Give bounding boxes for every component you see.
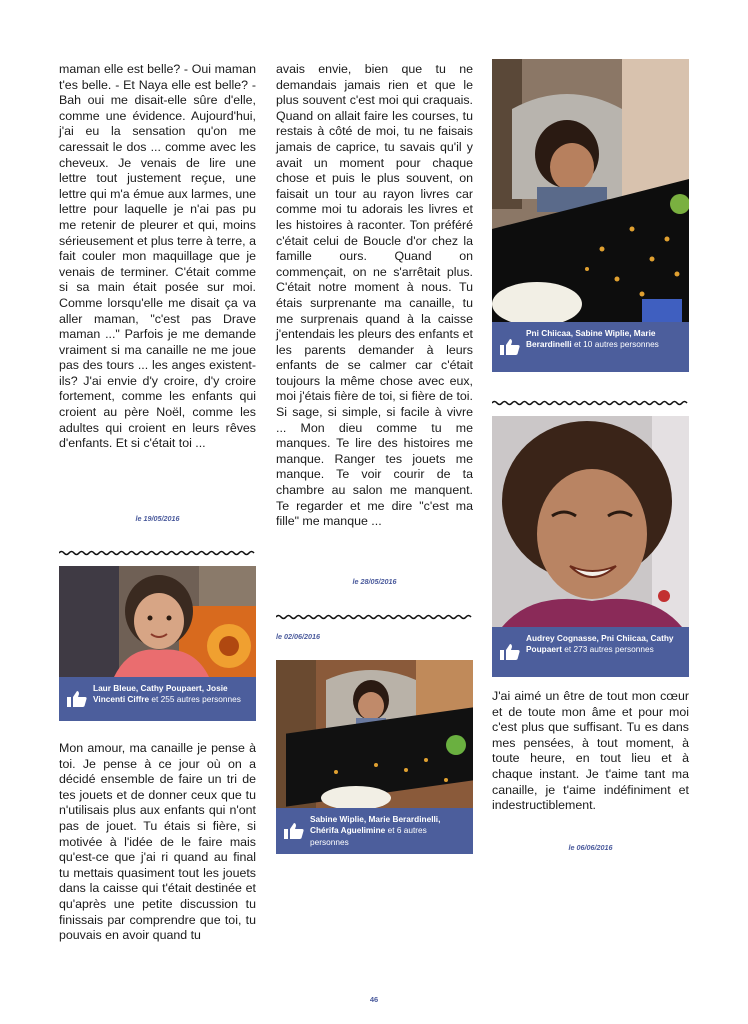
column-3-paragraph-1: J'ai aimé un être de tout mon cœur et de toute mon âme et pour moi c'est plus que suffisant. Tu es dans mes pensées, à tout moment, à toute heure, en tout lieu et à chaque instant. Je t'aime tant ma canaille, je t'aime indéfiniment et indestructiblement. xyxy=(492,689,689,813)
column-1-paragraph-2: Mon amour, ma canaille je pense à toi. Je pense à ce jour où on a décidé ensemble de faire un tri de tes jouets et de donner ceux que tu n'utilisais plus aux enfants qui n'ont pas de jouet. Tu étais si fière, si motivée à l'idée de le faire mais qu'est-ce que j'ai ri quand au final tu mettais quasiment tout les jouets dans la caisse qui t'était destinée et qu'après une petite discussion tu finissais par comprendre que toi, tu pouvais en avoir quand tu xyxy=(59,741,256,943)
photo-card-1 xyxy=(59,566,256,721)
column-2-paragraph-1: avais envie, bien que tu ne demandais jamais rien et que le plus souvent c'est moi qui craquais. Quand on allait faire les courses, tu restais à côté de moi, tu ne faisais jamais de caprice, tu savais qu'il y avait un moment pour chaque chose et puis le plus souvent, on faisait un tour au rayon livres car comme moi tu adorais les livres et les histoires à raconter. Ton préféré c'était celui de Boucle d'or chez la famille ours. Quand on commençait, on ne s'arrêtait plus. C'était notre moment à nous. Tu étais surprenante ma canaille, tu me surprenais quand à la caisse j'entendais les pleurs des enfants et les parents demander à leurs enfants de se calmer car c'était toujours la même chose avec eux, moi j'étais fière de toi, si fière de toi. Si sage, si simple, si facile à vivre ... Mon dieu comme tu me manques. Te lire des histoires me manque. Ranger tes jouets me manque. Te voir courir de ta chambre au salon me manquent. Te regarder et me dire "c'est ma fille" me manque ... xyxy=(276,62,473,529)
photo-card-2 xyxy=(276,660,473,854)
like-bar-2 xyxy=(276,808,473,854)
wave-divider xyxy=(492,399,689,407)
like-names: Laur Bleue, Cathy Poupaert, Josie Vincenti Ciffre xyxy=(93,683,228,705)
like-bar-3 xyxy=(492,322,689,372)
column-3-text xyxy=(492,689,689,814)
like-rest: et 6 autres personnes xyxy=(310,825,427,847)
like-names: Sabine Wiplie, Marie Berardinelli, Chérifa Aguelimine xyxy=(310,814,441,836)
photo-child-eating xyxy=(492,59,689,322)
date-1: le 19/05/2016 xyxy=(135,514,180,523)
column-1 xyxy=(59,62,256,452)
column-1-paragraph-1: maman elle est belle? - Oui maman t'es belle. - Et Naya elle est belle? - Bah oui me disait-elle sûre d'elle, comme une évidence. Aujourd'hui, j'ai eu la sensation qu'on me caressait le dos ... comme avec les cheveux. Je venais de lire une lettre tout justement reçue, une lettre qui m'a émue aux larmes, une lettre pour laquelle je n'ai pas pu me retenir de pleurer et qui, moins sérieusement et plus terre à terre, a fait couler mon maquillage que je venais de terminer. C'était comme si sa main était posée sur moi. Comme lorsqu'elle me disait ça va aller maman, "c'est pas Drave maman ..." Parfois je me demande vraiment si ma canaille ne me joue pas des tours ... les anges existent-ils? J'ai envie d'y croire, d'y croire fortement, comme les enfants qui croient au père Noël, comme les adultes qui croient en leurs rêves d'enfants. Et si c'était toi ... xyxy=(59,62,256,451)
like-names: Pni Chiicaa, Sabine Wiplie, Marie Berardinelli xyxy=(526,328,656,350)
photo-child-smiling xyxy=(492,416,689,627)
like-names: Audrey Cognasse, Pni Chiicaa, Cathy Poupaert xyxy=(526,633,674,655)
thumbs-up-icon xyxy=(67,691,87,707)
column-2 xyxy=(276,62,473,530)
column-1-bottom xyxy=(59,741,256,944)
date-2: le 28/05/2016 xyxy=(352,577,397,586)
photo-child-driving-toy xyxy=(59,566,256,677)
photo-child-highchair xyxy=(276,660,473,808)
page-number: 46 xyxy=(369,995,379,1004)
photo-card-4 xyxy=(492,416,689,677)
thumbs-up-icon xyxy=(500,644,520,660)
like-bar-4 xyxy=(492,627,689,677)
date-3: le 02/06/2016 xyxy=(276,632,320,641)
like-rest: et 273 autres personnes xyxy=(561,644,654,655)
thumbs-up-icon xyxy=(500,339,520,355)
wave-divider xyxy=(276,613,473,621)
like-rest: et 10 autres personnes xyxy=(571,339,659,350)
wave-divider xyxy=(59,549,256,557)
like-rest: et 255 autres personnes xyxy=(149,694,241,705)
like-bar-1 xyxy=(59,677,256,721)
photo-card-3 xyxy=(492,59,689,372)
thumbs-up-icon xyxy=(284,823,304,839)
date-4: le 06/06/2016 xyxy=(568,843,613,852)
